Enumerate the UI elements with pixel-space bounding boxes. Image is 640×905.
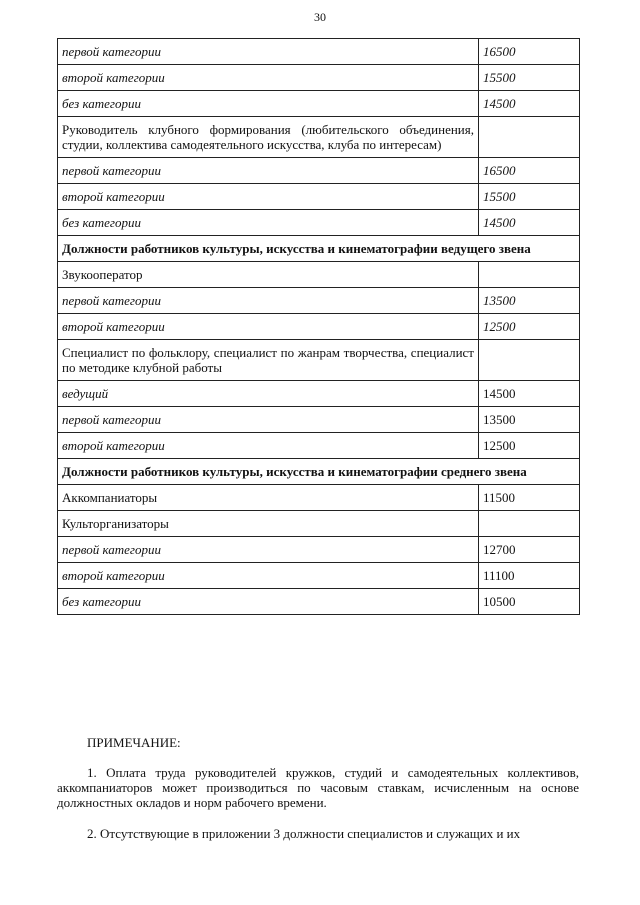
category-row	[58, 433, 580, 459]
salary-value: 11100	[479, 563, 580, 589]
category-label: первой категории	[58, 537, 479, 563]
category-row	[58, 288, 580, 314]
salary-value: 10500	[479, 589, 580, 615]
salary-value	[479, 262, 580, 288]
category-label: ведущий	[58, 381, 479, 407]
category-row	[58, 65, 580, 91]
category-row	[58, 537, 580, 563]
category-label: без категории	[58, 91, 479, 117]
category-row	[58, 589, 580, 615]
page-number: 30	[314, 10, 326, 24]
salary-value	[479, 117, 580, 158]
position-row	[58, 511, 580, 537]
position-row	[58, 262, 580, 288]
salary-value: 12700	[479, 537, 580, 563]
position-label: Руководитель клубного формирования (любительского объединения, студии, коллектива самодеятельного искусства, клуба по интересам)	[58, 117, 479, 158]
section-header-label: Должности работников культуры, искусства и кинематографии среднего звена	[58, 459, 580, 485]
category-row	[58, 184, 580, 210]
category-label: первой категории	[58, 158, 479, 184]
salary-value: 11500	[479, 485, 580, 511]
salary-value: 14500	[479, 381, 580, 407]
category-label: первой категории	[58, 39, 479, 65]
category-label: второй категории	[58, 314, 479, 340]
category-row	[58, 158, 580, 184]
position-row	[58, 485, 580, 511]
salary-value: 15500	[479, 65, 580, 91]
salary-table-body	[58, 39, 580, 615]
salary-value: 14500	[479, 210, 580, 236]
position-row	[58, 117, 580, 158]
position-label: Звукооператор	[58, 262, 479, 288]
salary-value: 16500	[479, 39, 580, 65]
category-label: второй категории	[58, 433, 479, 459]
section-header-row	[58, 236, 580, 262]
salary-value	[479, 511, 580, 537]
salary-value: 12500	[479, 314, 580, 340]
salary-value: 16500	[479, 158, 580, 184]
salary-value: 12500	[479, 433, 580, 459]
salary-value: 13500	[479, 407, 580, 433]
notes-title: ПРИМЕЧАНИЕ:	[87, 735, 181, 750]
category-row	[58, 91, 580, 117]
category-label: без категории	[58, 210, 479, 236]
category-row	[58, 210, 580, 236]
category-label: без категории	[58, 589, 479, 615]
salary-table	[57, 38, 580, 615]
category-row	[58, 381, 580, 407]
note-item-1: 1. Оплата труда руководителей кружков, студий и самодеятельных коллективов, аккомпаниаторов может производиться по часовым ставкам, исчисленным на основе должностных окладов и норм рабочего времени.	[57, 765, 579, 810]
category-row	[58, 39, 580, 65]
salary-value: 15500	[479, 184, 580, 210]
position-label: Специалист по фольклору, специалист по жанрам творчества, специалист по методике клубной работы	[58, 340, 479, 381]
note-item-2: 2. Отсутствующие в приложении 3 должности специалистов и служащих и их	[87, 826, 521, 841]
category-row	[58, 314, 580, 340]
category-label: первой категории	[58, 288, 479, 314]
salary-value: 13500	[479, 288, 580, 314]
salary-value: 14500	[479, 91, 580, 117]
section-header-row	[58, 459, 580, 485]
category-label: второй категории	[58, 563, 479, 589]
category-row	[58, 563, 580, 589]
category-label: второй категории	[58, 184, 479, 210]
position-label: Культорганизаторы	[58, 511, 479, 537]
category-label: второй категории	[58, 65, 479, 91]
position-row	[58, 340, 580, 381]
section-header-label: Должности работников культуры, искусства и кинематографии ведущего звена	[58, 236, 580, 262]
position-label: Аккомпаниаторы	[58, 485, 479, 511]
category-label: первой категории	[58, 407, 479, 433]
category-row	[58, 407, 580, 433]
salary-value	[479, 340, 580, 381]
